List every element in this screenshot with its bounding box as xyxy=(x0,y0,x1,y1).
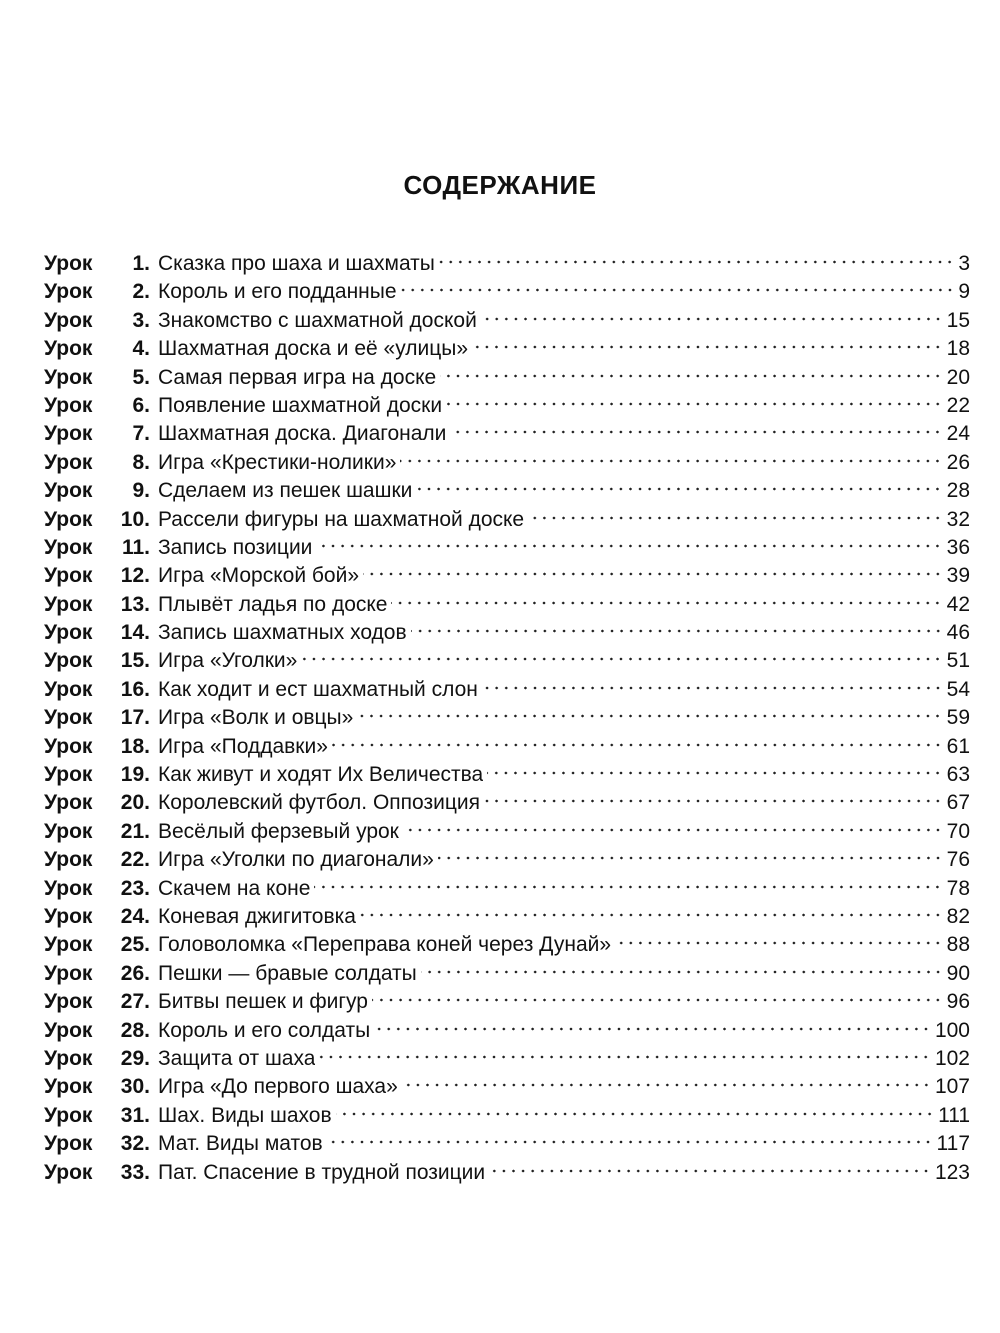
lesson-prefix: Урок xyxy=(44,990,93,1014)
lesson-number: 28. xyxy=(120,1018,150,1042)
lesson-prefix: Урок xyxy=(44,450,93,474)
lesson-number: 7. xyxy=(132,422,150,446)
toc-entry xyxy=(44,733,970,761)
page-number: 61 xyxy=(946,734,970,758)
dot-leader xyxy=(372,997,943,1003)
lesson-prefix: Урок xyxy=(44,791,93,815)
page-number: 46 xyxy=(946,621,970,645)
lesson-title: Битвы пешек и фигур xyxy=(158,990,368,1014)
lesson-title: Появление шахматной доски xyxy=(158,393,443,417)
dot-leader xyxy=(391,600,942,606)
lesson-prefix: Урок xyxy=(44,1046,93,1070)
dot-leader xyxy=(301,656,942,662)
lesson-prefix: Урок xyxy=(44,819,93,843)
toc-entry xyxy=(44,591,970,619)
page-number: 32 xyxy=(946,507,970,531)
lesson-title: Игра «Морской бой» xyxy=(158,564,359,588)
dot-leader xyxy=(357,713,942,719)
page-number: 51 xyxy=(946,649,970,673)
lesson-number: 8. xyxy=(132,450,150,474)
toc-entry xyxy=(44,335,970,363)
lesson-number: 30. xyxy=(120,1075,150,1099)
lesson-title: Запись позиции xyxy=(158,535,313,559)
page-number: 36 xyxy=(946,535,970,559)
page-number: 96 xyxy=(946,990,970,1014)
toc-entry xyxy=(44,1017,970,1045)
lesson-prefix: Урок xyxy=(44,649,93,673)
page-number: 9 xyxy=(958,280,970,304)
dot-leader xyxy=(332,742,943,748)
toc-entry xyxy=(44,647,970,675)
dot-leader xyxy=(416,486,942,492)
lesson-title: Игра «Волк и овцы» xyxy=(158,706,354,730)
page-number: 39 xyxy=(946,564,970,588)
page-number: 82 xyxy=(946,904,970,928)
lesson-number: 16. xyxy=(120,677,150,701)
lesson-number: 22. xyxy=(120,848,150,872)
dot-leader xyxy=(472,344,943,350)
toc-entry xyxy=(44,704,970,732)
lesson-prefix: Урок xyxy=(44,422,93,446)
lesson-title: Шахматная доска и её «улицы» xyxy=(158,337,469,361)
lesson-number: 1. xyxy=(132,252,150,275)
lesson-title: Самая первая игра на доске xyxy=(158,365,437,389)
toc-entry xyxy=(44,364,970,392)
lesson-number: 31. xyxy=(120,1103,150,1127)
page-number: 20 xyxy=(946,365,970,389)
toc-entry xyxy=(44,1130,970,1158)
dot-leader xyxy=(440,373,942,379)
toc-entry xyxy=(44,875,970,903)
dot-leader xyxy=(314,884,942,890)
toc-entry xyxy=(44,534,970,562)
lesson-number: 24. xyxy=(120,904,150,928)
lesson-title: Сделаем из пешек шашки xyxy=(158,479,413,503)
lesson-number: 4. xyxy=(132,337,150,361)
lesson-prefix: Урок xyxy=(44,1103,93,1127)
dot-leader xyxy=(450,429,942,435)
lesson-prefix: Урок xyxy=(44,1132,93,1156)
lesson-number: 12. xyxy=(120,564,150,588)
lesson-title: Игра «Поддавки» xyxy=(158,734,328,758)
toc-entry xyxy=(44,562,970,590)
dot-leader xyxy=(487,770,942,776)
dot-leader xyxy=(400,458,942,464)
lesson-prefix: Урок xyxy=(44,507,93,531)
dot-leader xyxy=(438,855,943,861)
lesson-number: 27. xyxy=(120,990,150,1014)
page-number: 76 xyxy=(946,848,970,872)
dot-leader xyxy=(327,1139,933,1145)
lesson-number: 25. xyxy=(120,933,150,957)
lesson-number: 15. xyxy=(120,649,150,673)
toc-entry xyxy=(44,761,970,789)
dot-leader xyxy=(489,1168,931,1174)
lesson-prefix: Урок xyxy=(44,252,93,275)
lesson-title: Защита от шаха xyxy=(158,1046,316,1070)
lesson-number: 23. xyxy=(120,876,150,900)
lesson-title: Сказка про шаха и шахматы xyxy=(158,252,435,275)
lesson-title: Шах. Виды шахов xyxy=(158,1103,332,1127)
lesson-prefix: Урок xyxy=(44,1160,93,1184)
dot-leader xyxy=(316,543,942,549)
page-number: 117 xyxy=(936,1132,970,1156)
lesson-number: 3. xyxy=(132,308,150,332)
lesson-prefix: Урок xyxy=(44,677,93,701)
page-number: 102 xyxy=(934,1046,970,1070)
lesson-number: 5. xyxy=(132,365,150,389)
lesson-prefix: Урок xyxy=(44,1075,93,1099)
lesson-title: Знакомство с шахматной доской xyxy=(158,308,477,332)
dot-leader xyxy=(615,940,943,946)
lesson-number: 10. xyxy=(120,507,150,531)
lesson-title: Пат. Спасение в трудной позиции xyxy=(158,1160,486,1184)
lesson-title: Весёлый ферзевый урок xyxy=(158,819,399,843)
lesson-number: 20. xyxy=(120,791,150,815)
lesson-prefix: Урок xyxy=(44,763,93,787)
toc-entry xyxy=(44,818,970,846)
toc-entry xyxy=(44,676,970,704)
lesson-number: 6. xyxy=(132,393,150,417)
toc-entry xyxy=(44,903,970,931)
lesson-prefix: Урок xyxy=(44,592,93,616)
page-number: 22 xyxy=(946,393,970,417)
dot-leader xyxy=(402,1082,931,1088)
page-number: 54 xyxy=(946,677,970,701)
lesson-prefix: Урок xyxy=(44,621,93,645)
page-number: 15 xyxy=(946,308,970,332)
lesson-number: 17. xyxy=(120,706,150,730)
toc-entry xyxy=(44,1045,970,1073)
dot-leader xyxy=(481,316,943,322)
page-number: 100 xyxy=(934,1018,970,1042)
lesson-prefix: Урок xyxy=(44,535,93,559)
page-number: 28 xyxy=(946,479,970,503)
lesson-title: Королевский футбол. Оппозиция xyxy=(158,791,480,815)
lesson-prefix: Урок xyxy=(44,280,93,304)
lesson-prefix: Урок xyxy=(44,393,93,417)
toc-entry xyxy=(44,1159,970,1187)
lesson-title: Игра «Крестики-нолики» xyxy=(158,450,397,474)
lesson-title: Как живут и ходят Их Величества xyxy=(158,763,484,787)
page-number: 24 xyxy=(946,422,970,446)
page-number: 123 xyxy=(934,1160,970,1184)
dot-leader xyxy=(363,571,943,577)
toc-entry xyxy=(44,477,970,505)
dot-leader xyxy=(421,969,943,975)
toc-entry xyxy=(44,420,970,448)
lesson-prefix: Урок xyxy=(44,933,93,957)
lesson-prefix: Урок xyxy=(44,904,93,928)
toc-entry xyxy=(44,988,970,1016)
lesson-title: Король и его подданные xyxy=(158,280,397,304)
toc-entry xyxy=(44,392,970,420)
toc-entry xyxy=(44,789,970,817)
page-number: 59 xyxy=(946,706,970,730)
lesson-number: 19. xyxy=(120,763,150,787)
dot-leader xyxy=(336,1111,934,1117)
dot-leader xyxy=(374,1026,931,1032)
lesson-title: Запись шахматных ходов xyxy=(158,621,407,645)
page-number: 42 xyxy=(946,592,970,616)
lesson-title: Рассели фигуры на шахматной доске xyxy=(158,507,525,531)
lesson-title: Плывёт ладья по доске xyxy=(158,592,388,616)
lesson-title: Король и его солдаты xyxy=(158,1018,371,1042)
dot-leader xyxy=(360,912,943,918)
page-number: 88 xyxy=(946,933,970,957)
dot-leader xyxy=(411,628,943,634)
lesson-number: 11. xyxy=(121,535,150,559)
dot-leader xyxy=(528,515,943,521)
page-title: СОДЕРЖАНИЕ xyxy=(403,170,597,200)
lesson-title: Мат. Виды матов xyxy=(158,1132,323,1156)
lesson-prefix: Урок xyxy=(44,961,93,985)
lesson-prefix: Урок xyxy=(44,706,93,730)
lesson-title: Пешки — бравые солдаты xyxy=(158,961,417,985)
toc-entry xyxy=(44,931,970,959)
page-number: 111 xyxy=(938,1103,970,1127)
page-number: 90 xyxy=(946,961,970,985)
page-number: 67 xyxy=(946,791,970,815)
dot-leader xyxy=(401,287,955,293)
lesson-title: Коневая джигитовка xyxy=(158,904,356,928)
lesson-number: 14. xyxy=(120,621,150,645)
dot-leader xyxy=(482,685,943,691)
toc-entry xyxy=(44,846,970,874)
lesson-prefix: Урок xyxy=(44,365,93,389)
lesson-number: 13. xyxy=(120,592,150,616)
lesson-title: Игра «До первого шаха» xyxy=(158,1075,398,1099)
lesson-number: 29. xyxy=(120,1046,150,1070)
dot-leader xyxy=(319,1054,931,1060)
dot-leader xyxy=(484,798,943,804)
toc-entry xyxy=(44,307,970,335)
page-number: 63 xyxy=(946,763,970,787)
lesson-prefix: Урок xyxy=(44,564,93,588)
lesson-number: 9. xyxy=(132,479,150,503)
lesson-prefix: Урок xyxy=(44,876,93,900)
toc-entry xyxy=(44,506,970,534)
lesson-number: 2. xyxy=(132,280,150,304)
lesson-title: Как ходит и ест шахматный слон xyxy=(158,677,478,701)
lesson-prefix: Урок xyxy=(44,308,93,332)
table-of-contents xyxy=(44,250,970,1187)
toc-entry xyxy=(44,619,970,647)
lesson-prefix: Урок xyxy=(44,848,93,872)
lesson-number: 32. xyxy=(120,1132,150,1156)
lesson-title: Игра «Уголки» xyxy=(158,649,298,673)
lesson-title: Шахматная доска. Диагонали xyxy=(158,422,447,446)
dot-leader xyxy=(403,827,943,833)
page-number: 107 xyxy=(934,1075,970,1099)
page-number: 26 xyxy=(946,450,970,474)
toc-entry xyxy=(44,449,970,477)
lesson-title: Скачем на коне xyxy=(158,876,311,900)
toc-entry xyxy=(44,1102,970,1130)
lesson-number: 18. xyxy=(120,734,150,758)
toc-entry xyxy=(44,250,970,278)
page-number: 78 xyxy=(946,876,970,900)
page-number: 3 xyxy=(958,252,970,275)
page-number: 18 xyxy=(946,337,970,361)
lesson-number: 21. xyxy=(120,819,150,843)
dot-leader xyxy=(446,401,943,407)
lesson-prefix: Урок xyxy=(44,337,93,361)
lesson-title: Головоломка «Переправа коней через Дунай» xyxy=(158,933,612,957)
lesson-title: Игра «Уголки по диагонали» xyxy=(158,848,434,872)
toc-entry xyxy=(44,278,970,306)
toc-entry xyxy=(44,960,970,988)
page-number: 70 xyxy=(946,819,970,843)
lesson-prefix: Урок xyxy=(44,734,93,758)
toc-entry xyxy=(44,1073,970,1101)
lesson-prefix: Урок xyxy=(44,479,93,503)
lesson-number: 33. xyxy=(120,1160,150,1184)
lesson-number: 26. xyxy=(120,961,150,985)
lesson-prefix: Урок xyxy=(44,1018,93,1042)
dot-leader xyxy=(439,259,954,265)
